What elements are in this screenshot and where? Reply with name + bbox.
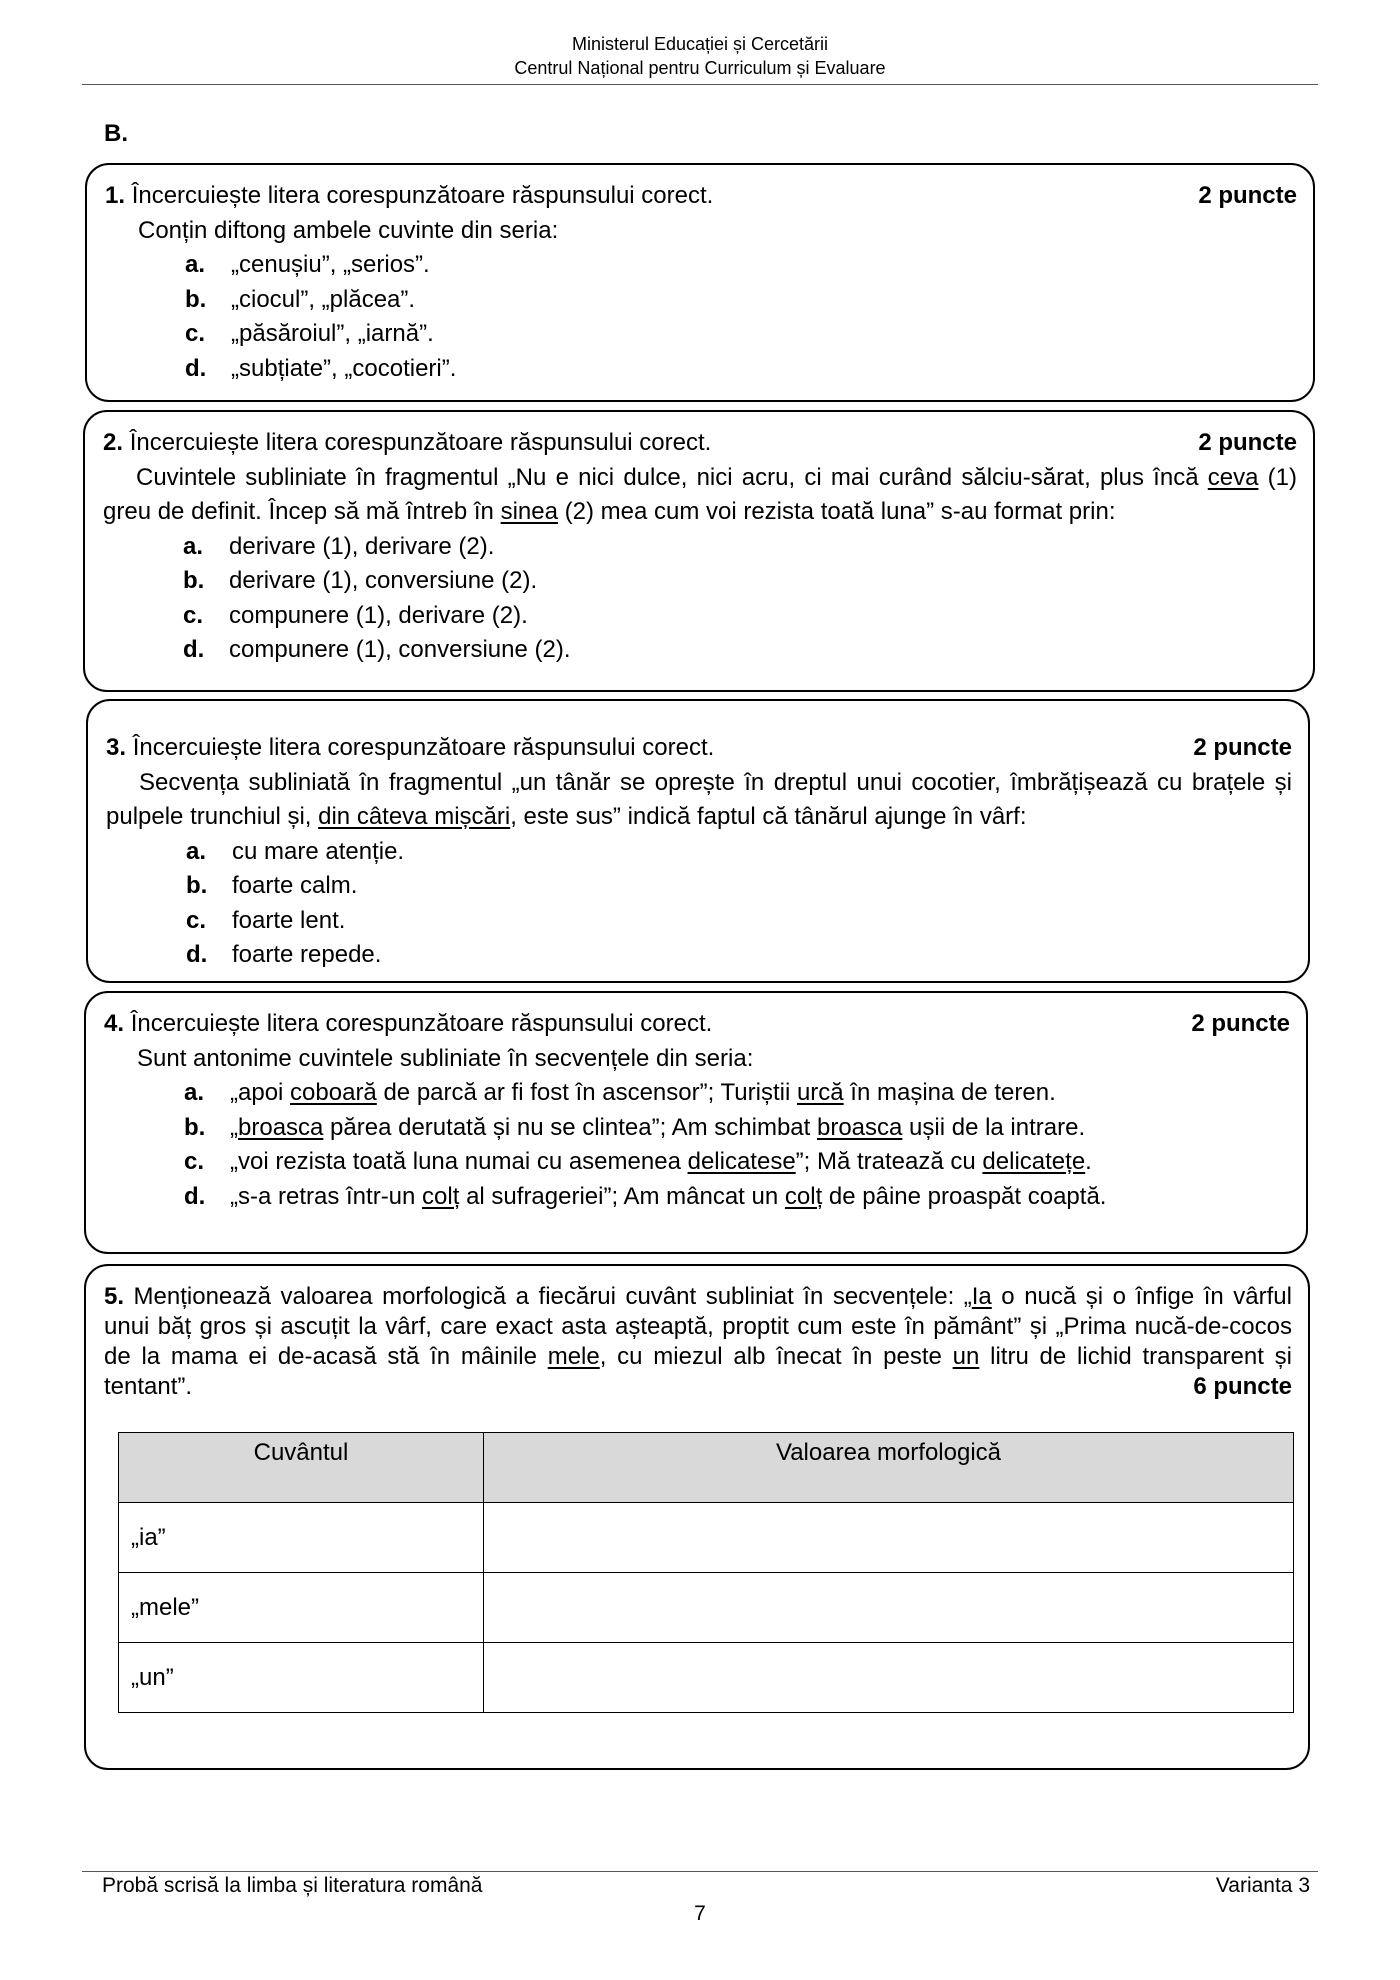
question-4-number: 4. (104, 1010, 125, 1037)
question-4-option-c[interactable]: c. „voi rezista toată luna numai cu asemenea delicatese”; Mă tratează cu delicatețe. (184, 1148, 1092, 1175)
table-cell-word: „mele” (119, 1573, 484, 1643)
question-3-number: 3. (106, 734, 127, 761)
table-header-row (119, 1433, 1294, 1503)
table-row (119, 1573, 1294, 1643)
question-2-points: 2 puncte (1198, 429, 1297, 456)
question-4-option-d[interactable]: d. „s-a retras într-un colț al sufrageriei”; Am mâncat un colț de pâine proaspăt coaptă. (184, 1182, 1107, 1210)
question-3-header (106, 731, 1292, 766)
question-1-box (85, 163, 1315, 402)
underlined-word-ia: Ia (971, 1283, 992, 1310)
underlined-word-mele: mele (547, 1343, 600, 1370)
question-3-option-c[interactable]: c. foarte lent. (186, 906, 346, 934)
question-4-header (104, 1007, 1290, 1042)
footer-exam-title: Probă scrisă la limba și literatura română (102, 1874, 483, 1897)
table-cell-word: „un” (119, 1643, 484, 1713)
question-2-option-c[interactable]: c. compunere (1), derivare (2). (183, 601, 528, 629)
section-label: B. (104, 120, 128, 147)
question-3-option-b[interactable]: b. foarte calm. (186, 872, 358, 899)
question-3-stem: Secvența subliniată în fragmentul „un tânăr se oprește în dreptul unui cocotier, îmbrățișează cu brațele și pulpele trunchiul și, din câteva mișcări, este sus” indică faptul că tânărul ajunge în vârf: (106, 768, 1292, 830)
question-2-option-b[interactable]: b. derivare (1), conversiune (2). (183, 567, 538, 594)
table-cell-answer[interactable] (484, 1503, 1294, 1573)
question-3-option-a[interactable]: a. cu mare atenție. (186, 837, 405, 865)
question-1-stem: Conțin diftong ambele cuvinte din seria: (138, 216, 559, 244)
question-5-stem: 5. Menționează valoarea morfologică a fiecărui cuvânt subliniat în secvențele: „Ia o nucă și o înfige în vârful unui băț gros și ascuțit la vârf, care exact asta așteaptă, proptit cum este în pământ” și „Prima nucă-de-cocos de la mama ei de-acasă stă în mâinile mele, cu miezul alb înecat în peste un litru de lichid transparent și tentant”. (104, 1283, 1292, 1400)
question-2-option-d[interactable]: d. compunere (1), conversiune (2). (183, 636, 571, 663)
footer-divider (82, 1871, 1318, 1872)
table-header-value: Valoarea morfologică (484, 1433, 1294, 1503)
question-5-box (84, 1264, 1310, 1770)
header-ministry: Ministerul Educației și Cercetării (571, 34, 829, 54)
table-header-word: Cuvântul (119, 1433, 484, 1503)
underlined-word-ceva: ceva (1207, 463, 1259, 491)
page-number: 7 (694, 1902, 706, 1925)
question-1-header (105, 179, 1297, 214)
question-2-number: 2. (103, 429, 124, 456)
table-cell-word: „ia” (119, 1503, 484, 1573)
header-center: Centrul Național pentru Curriculum și Evaluare (514, 58, 886, 78)
question-2-box (83, 410, 1315, 692)
question-4-option-a[interactable]: a. „apoi coboară de parcă ar fi fost în ascensor”; Turiștii urcă în mașina de teren. (184, 1079, 1056, 1106)
table-cell-answer[interactable] (484, 1643, 1294, 1713)
question-4-instruction: Încercuiește litera corespunzătoare răspunsului corect. (130, 1010, 713, 1037)
question-3-option-d[interactable]: d. foarte repede. (186, 941, 382, 968)
question-1-option-a[interactable]: a. „cenușiu”, „serios”. (185, 251, 430, 278)
footer-variant: Varianta 3 (1215, 1874, 1310, 1897)
question-3-points: 2 puncte (1193, 734, 1292, 761)
question-4-stem: Sunt antonime cuvintele subliniate în secvențele din seria: (137, 1044, 754, 1072)
question-1-instruction: Încercuiește litera corespunzătoare răspunsului corect. (131, 182, 714, 209)
question-3-instruction: Încercuiește litera corespunzătoare răspunsului corect. (132, 734, 715, 761)
morphology-table (118, 1432, 1294, 1713)
table-cell-answer[interactable] (484, 1573, 1294, 1643)
question-2-option-a[interactable]: a. derivare (1), derivare (2). (183, 532, 495, 560)
question-1-option-b[interactable]: b. „ciocul”, „plăcea”. (185, 285, 416, 313)
question-2-stem: Cuvintele subliniate în fragmentul „Nu e nici dulce, nici acru, ci mai curând sălciu-sărat, plus încă ceva (1) greu de definit. Încep să mă întreb în sinea (2) mea cum voi rezista toată luna” s-au format prin: (103, 463, 1297, 525)
question-1-option-d[interactable]: d. „subțiate”, „cocotieri”. (185, 354, 457, 382)
question-5-number: 5. (104, 1283, 125, 1310)
question-1-option-c[interactable]: c. „păsăroiul”, „iarnă”. (185, 320, 434, 347)
underlined-word-un: un (952, 1343, 980, 1370)
question-3-box (86, 699, 1310, 983)
question-4-option-b[interactable]: b. „broasca părea derutată și nu se clintea”; Am schimbat broasca ușii de la intrare. (184, 1113, 1086, 1141)
question-4-points: 2 puncte (1191, 1010, 1290, 1037)
question-2-header (103, 426, 1297, 461)
underlined-sequence: din câteva mișcări (318, 803, 511, 830)
header-divider (82, 84, 1318, 85)
table-row (119, 1503, 1294, 1573)
question-5-points: 6 puncte (1193, 1373, 1292, 1400)
question-1-number: 1. (105, 182, 126, 209)
table-row (119, 1643, 1294, 1713)
underlined-word-sinea: sinea (500, 498, 558, 525)
question-4-box (84, 991, 1308, 1254)
page-header (0, 32, 1400, 80)
question-2-instruction: Încercuiește litera corespunzătoare răspunsului corect. (129, 429, 712, 456)
question-1-points: 2 puncte (1198, 182, 1297, 209)
